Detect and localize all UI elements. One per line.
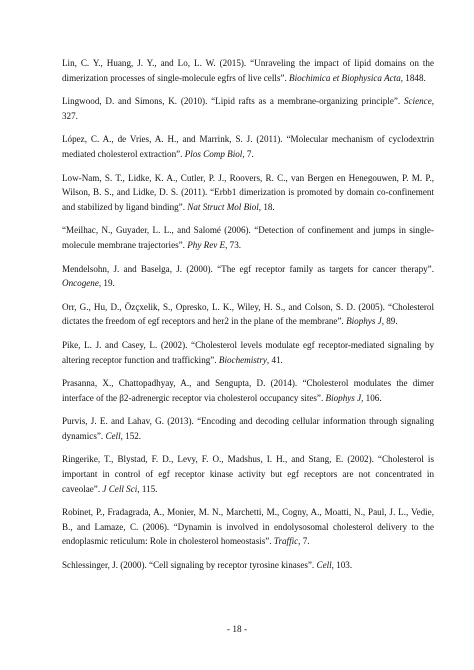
reference-volume: , 106. bbox=[361, 392, 382, 403]
reference-title: “The egf receptor family as targets for cancer therapy”. bbox=[217, 263, 434, 274]
reference-volume: , 7. bbox=[242, 148, 254, 159]
reference-title: “Encoding and decoding cellular information through signaling dynamics”. bbox=[62, 416, 434, 441]
reference-entry bbox=[62, 56, 434, 85]
reference-authors: Robinet, P., Fradagrada, A., Monier, M. N., Marchetti, M., Cogny, A., Moatti, N., Paul, J. L., Vedie, B., and Lamaze, C. (2006). bbox=[62, 507, 434, 532]
reference-title: “Cholesterol modulates the dimer interface of the β2-adrenergic receptor via cholesterol occupancy sites”. bbox=[62, 378, 435, 403]
reference-entry bbox=[62, 338, 434, 367]
reference-volume: , 327. bbox=[62, 96, 435, 121]
reference-entry bbox=[62, 223, 434, 252]
reference-entry bbox=[62, 558, 434, 573]
reference-volume: , 73. bbox=[225, 239, 242, 250]
reference-authors: Lin, C. Y., Huang, J. Y., and Lo, L. W. (2015). bbox=[62, 58, 247, 68]
page-number: - 18 - bbox=[226, 625, 248, 635]
reference-authors: Low-Nam, S. T., Lidke, K. A., Cutler, P. J., Roovers, R. C., van Bergen en Henegouwen, P. M. P., Wilson, B. S., and Lidke, D. S. (2011). bbox=[62, 172, 434, 198]
reference-venue: Biochemistry bbox=[218, 354, 267, 365]
reference-authors: Purvis, J. E. and Lahav, G. (2013). bbox=[62, 416, 194, 427]
reference-volume: , 41. bbox=[266, 354, 283, 365]
reference-authors: Ringerike, T., Blystad, F. D., Levy, F. O., Madshus, I. H., and Stang, E. (2002). bbox=[62, 454, 374, 465]
reference-venue: J Cell Sci bbox=[102, 483, 138, 494]
reference-authors: Pike, L. J. and Casey, L. (2002). bbox=[62, 339, 188, 350]
reference-authors: “Meilhac, N., Guyader, L. L., and Salomé (2006). bbox=[62, 225, 251, 236]
reference-title: “Cholesterol levels modulate egf receptor-mediated signaling by altering receptor function and trafficking”. bbox=[62, 339, 434, 365]
reference-venue: Nat Struct Mol Biol bbox=[187, 201, 259, 212]
reference-authors: Mendelsohn, J. and Baselga, J. (2000). bbox=[62, 263, 213, 274]
reference-volume: , 18. bbox=[258, 201, 275, 212]
reference-venue: Biophys J bbox=[346, 316, 382, 327]
reference-entry bbox=[62, 262, 434, 291]
reference-title: “Cholesterol dictates the freedom of egf receptors and her2 in the plane of the membrane”. bbox=[62, 301, 434, 327]
reference-entry bbox=[62, 94, 434, 123]
reference-volume: , 103. bbox=[331, 560, 353, 571]
reference-venue: Traffic bbox=[273, 536, 299, 547]
reference-entry bbox=[62, 505, 434, 549]
reference-authors: López, C. A., de Vries, A. H., and Marrink, S. J. (2011). bbox=[62, 134, 283, 145]
reference-venue: Cell bbox=[105, 430, 121, 441]
reference-volume: , 1848. bbox=[400, 72, 426, 83]
reference-volume: , 115. bbox=[137, 483, 158, 494]
reference-volume: , 89. bbox=[381, 316, 398, 327]
reference-volume: , 7. bbox=[298, 536, 310, 547]
reference-entry bbox=[62, 300, 434, 329]
reference-venue: Oncogene bbox=[62, 278, 99, 289]
reference-venue: Phy Rev E bbox=[187, 239, 226, 250]
reference-authors: Prasanna, X., Chattopadhyay, A., and Sengupta, D. (2014). bbox=[62, 378, 298, 389]
reference-list bbox=[62, 56, 434, 582]
reference-title: “Detection of confinement and jumps in single-molecule membrane trajectories”. bbox=[62, 225, 434, 250]
reference-title: “Erbb1 dimerization is promoted by domain co-confinement and stabilized by ligand binding”. bbox=[62, 187, 434, 212]
reference-title: “Dynamin is involved in endolysosomal cholesterol delivery to the endoplasmic reticulum: Role in cholesterol homeostasis”. bbox=[62, 521, 434, 547]
reference-title: “Cell signaling by receptor tyrosine kinases”. bbox=[149, 560, 315, 571]
reference-volume: , 19. bbox=[98, 278, 115, 289]
reference-entry bbox=[62, 414, 434, 443]
reference-venue: Cell bbox=[316, 560, 332, 571]
reference-venue: Plos Comp Biol bbox=[184, 148, 243, 159]
reference-title: “Molecular mechanism of cyclodextrin mediated cholesterol extraction”. bbox=[62, 134, 435, 159]
reference-volume: , 152. bbox=[120, 430, 142, 441]
reference-title: “Unraveling the impact of lipid domains on the dimerization processes of single-molecule egfrs of live cells”. bbox=[62, 58, 434, 83]
reference-venue: Biochimica et Biophysica Acta bbox=[289, 72, 401, 83]
reference-venue: Science bbox=[403, 96, 432, 107]
reference-authors: Orr, G., Hu, D., Özçxelik, S., Opresko, L. K., Wiley, H. S., and Colson, S. D. (2005). bbox=[62, 301, 385, 312]
reference-title: “Lipid rafts as a membrane-organizing principle”. bbox=[211, 96, 401, 107]
reference-entry bbox=[62, 171, 434, 215]
reference-authors: Schlessinger, J. (2000). bbox=[62, 560, 147, 571]
reference-entry bbox=[62, 376, 434, 405]
reference-entry bbox=[62, 452, 434, 496]
reference-title: “Cholesterol is important in control of egf receptor kinase activity but egf receptors are not concentrated in caveolae”. bbox=[62, 454, 434, 494]
reference-authors: Lingwood, D. and Simons, K. (2010). bbox=[62, 96, 208, 107]
reference-venue: Biophys J bbox=[325, 392, 362, 403]
reference-entry bbox=[62, 132, 434, 161]
